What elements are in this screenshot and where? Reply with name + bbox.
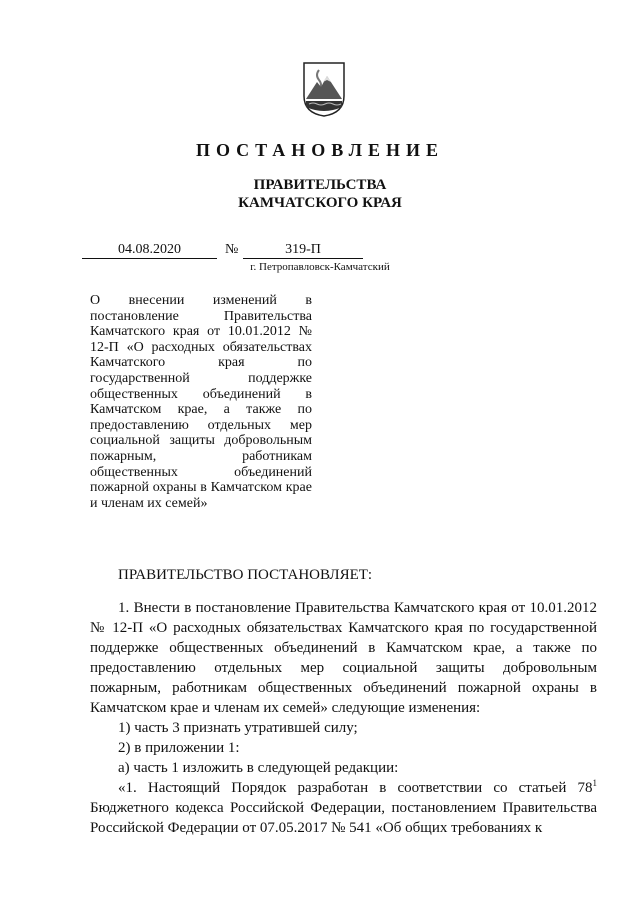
document-type-title: ПОСТАНОВЛЕНИЕ xyxy=(195,140,445,160)
document-number: 319-П xyxy=(243,241,363,259)
number-sign: № xyxy=(225,242,239,257)
paragraph-5 xyxy=(90,778,597,838)
document-body xyxy=(90,598,597,838)
paragraph-1: 1. Внести в постановление Правительства Камчатского края от 10.01.2012 № 12-П «О расходных обязательствах Камчатского края по государственной поддержке общественных объединений в Камчатском крае, а также по предоставлению отдельных мер социальной защиты добровольным пожарным, работникам общественных объединений пожарной охраны в Камчатском крае и членам их семей» следующие изменения: xyxy=(90,600,597,716)
authority-line-2: КАМЧАТСКОГО КРАЯ xyxy=(238,195,402,211)
paragraph-3: 2) в приложении 1: xyxy=(118,740,240,756)
paragraph-4: а) часть 1 изложить в следующей редакции: xyxy=(118,760,399,776)
kamchatka-coat-of-arms xyxy=(301,60,347,118)
document-subject: О внесении изменений в постановление Правительства Камчатского края от 10.01.2012 № 12-П «О расходных обязательствах Камчатского края по государственной поддержке общественных объединений в Камчатском крае, а также по предоставлению отдельных мер социальной защиты добровольным пожарным, работникам общественных объединений пожарной охраны в Камчатском крае и членам их семей» xyxy=(90,293,312,511)
article-superscript: 1 xyxy=(592,778,597,788)
paragraph-2: 1) часть 3 признать утратившей силу; xyxy=(118,720,358,736)
document-date: 04.08.2020 xyxy=(82,241,217,259)
issuing-authority xyxy=(0,176,640,212)
authority-line-1: ПРАВИТЕЛЬСТВА xyxy=(253,177,387,193)
resolution-heading: ПРАВИТЕЛЬСТВО ПОСТАНОВЛЯЕТ: xyxy=(118,567,373,583)
issue-city: г. Петропавловск-Камчатский xyxy=(250,261,390,273)
paragraph-5-start: «1. Настоящий Порядок разработан в соответствии со статьей 78 xyxy=(118,780,593,796)
paragraph-5-end: Бюджетного кодекса Российской Федерации, постановлением Правительства Российской Федерации от 07.05.2017 № 541 «Об общих требованиях к xyxy=(90,800,597,836)
